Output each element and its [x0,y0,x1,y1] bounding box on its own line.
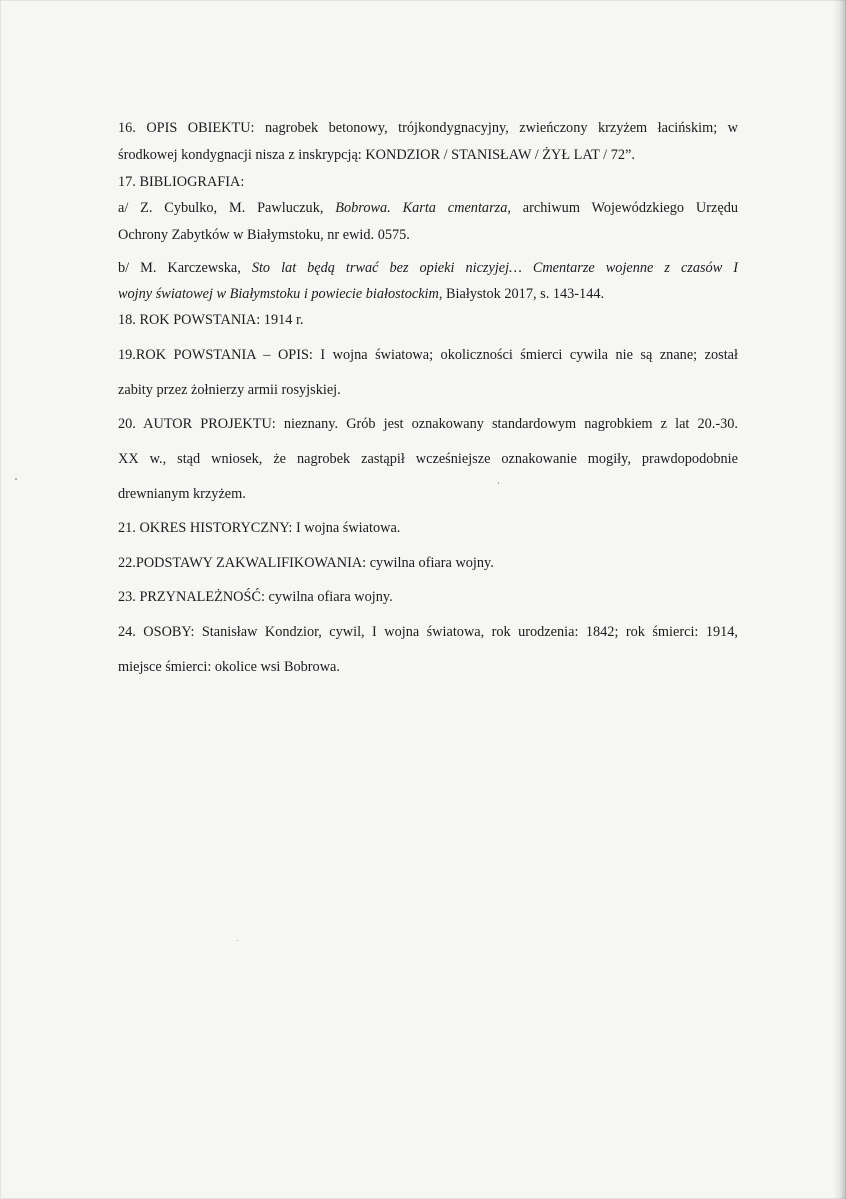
bib-a-archive: , archiwum Wojewódzkiego Urzędu [507,200,738,216]
scan-speck [237,940,238,941]
item-21: 21. OKRES HISTORYCZNY: I wojna światowa. [118,520,401,536]
item-20-line-1: 20. AUTOR PROJEKTU: nieznany. Grób jest oznakowany standardowym nagrobkiem z lat 20.-30. [118,416,738,432]
scan-edge-shadow [832,0,846,1199]
item-24-line-1: 24. OSOBY: Stanisław Kondzior, cywil, I wojna światowa, rok urodzenia: 1842; rok śmierci: 1914, [118,624,738,640]
item-19-line-1: 19.ROK POWSTANIA – OPIS: I wojna światowa; okoliczności śmierci cywila nie są znane; został [118,347,738,363]
bibliography-b-line-1 [118,259,738,277]
item-20-line-2: XX w., stąd wniosek, że nagrobek zastąpił wcześniejsze oznakowanie mogiły, prawdopodobnie [118,451,738,467]
item-20-line-3: drewnianym krzyżem. [118,486,246,502]
bib-a-title: Bobrowa. Karta cmentarza [335,200,508,216]
item-18: 18. ROK POWSTANIA: 1914 r. [118,312,304,328]
scan-speck [498,482,499,484]
item-17-heading: 17. BIBLIOGRAFIA: [118,174,245,190]
item-19-line-2: zabity przez żołnierzy armii rosyjskiej. [118,382,341,398]
item-16-line-1: 16. OPIS OBIEKTU: nagrobek betonowy, trójkondygnacyjny, zwieńczony krzyżem łacińskim; w [118,120,738,136]
bib-b-title: Sto lat będą trwać bez opieki niczyjej… Cmentarze wojenne z czasów I [251,260,738,276]
item-24-line-2: miejsce śmierci: okolice wsi Bobrowa. [118,659,340,675]
item-23: 23. PRZYNALEŻNOŚĆ: cywilna ofiara wojny. [118,589,393,605]
bib-b-publication: , Białystok 2017, s. 143-144. [438,286,605,302]
bib-b-title-cont: wojny światowej w Białymstoku i powiecie białostockim [118,286,439,302]
item-16-line-2: środkowej kondygnacji nisza z inskrypcją: KONDZIOR / STANISŁAW / ŻYŁ LAT / 72”. [118,147,635,163]
scan-speck [15,478,17,480]
bibliography-b-line-2 [118,285,738,303]
bib-b-author: b/ M. Karczewska, [118,260,252,276]
bibliography-a-line-1 [118,199,738,217]
item-22: 22.PODSTAWY ZAKWALIFIKOWANIA: cywilna ofiara wojny. [118,555,494,571]
bibliography-a-line-2: Ochrony Zabytków w Białymstoku, nr ewid. 0575. [118,227,410,243]
bib-a-authors: a/ Z. Cybulko, M. Pawluczuk, [118,200,336,216]
